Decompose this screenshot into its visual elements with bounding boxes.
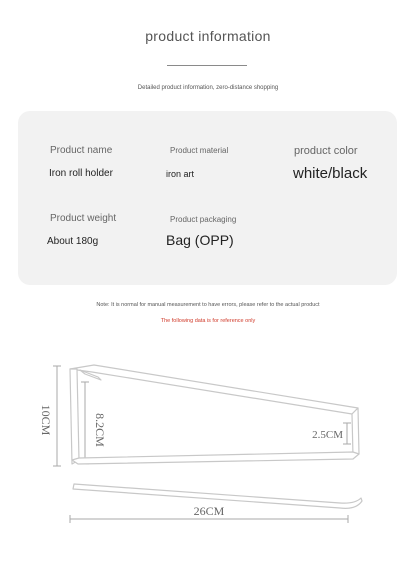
length-label: 26CM: [193, 504, 225, 518]
reference-note: The following data is for reference only: [160, 318, 256, 324]
product-dimension-diagram: [0, 340, 416, 578]
height-total-bracket: [53, 366, 61, 466]
product-packaging-label: Product packaging: [170, 215, 237, 224]
height-inner-bracket: [81, 382, 89, 464]
product-material-label: Product material: [170, 146, 229, 155]
product-weight-value: About 180g: [47, 236, 99, 247]
product-color-value: white/black: [293, 165, 368, 182]
height-inner-label: 8.2CM: [93, 413, 107, 447]
product-material-value: iron art: [166, 169, 195, 179]
product-weight-label: Product weight: [50, 213, 117, 224]
roll-holder-drawing: [70, 365, 359, 464]
depth-label: 2.5CM: [312, 429, 343, 441]
header-title: product information: [145, 28, 271, 44]
product-name-value: Iron roll holder: [49, 168, 113, 179]
header-subtitle: Detailed product information, zero-distance shopping: [137, 85, 279, 91]
depth-bracket: [343, 423, 351, 444]
height-total-label: 10CM: [39, 404, 53, 436]
product-color-label: product color: [294, 145, 358, 157]
spec-card: [18, 111, 397, 285]
product-name-label: Product name: [50, 145, 113, 156]
product-packaging-value: Bag (OPP): [166, 232, 234, 248]
header-divider: [167, 65, 247, 66]
measurement-note: Note: It is normal for manual measurement to have errors, please refer to the actual product: [96, 302, 320, 308]
